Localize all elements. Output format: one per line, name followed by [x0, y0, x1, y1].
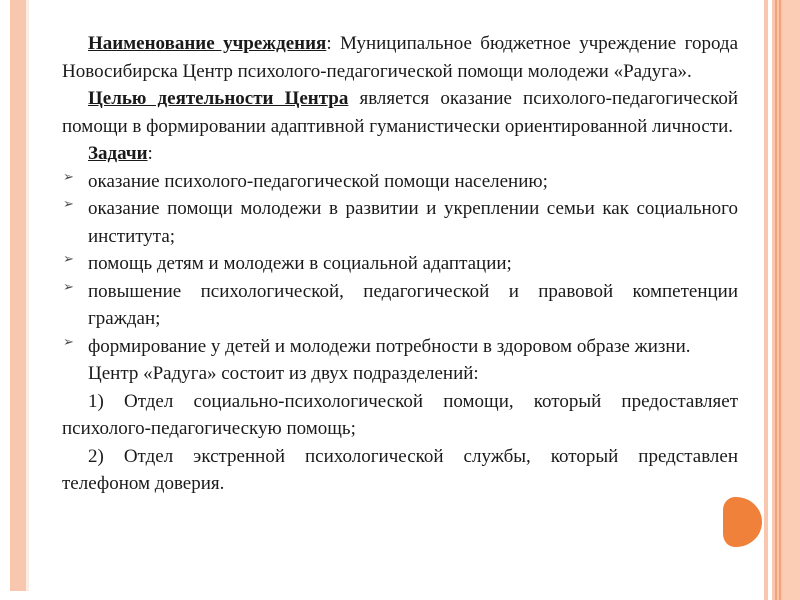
arrow-bullet-icon: ➢ — [63, 334, 74, 350]
paragraph-department-2: 2) Отдел экстренной психологической службы, который представлен телефоном доверия. — [62, 445, 738, 494]
arrow-bullet-icon: ➢ — [63, 279, 74, 295]
list-item — [62, 168, 738, 196]
list-item — [62, 278, 738, 333]
institution-name-text: Муниципальное бюджетное учреждение города Новосибирска Центр психолого-педагогической помощи молодежи «Радуга». — [62, 33, 739, 82]
slide-text-block — [62, 30, 738, 498]
list-item — [62, 333, 738, 361]
paragraph-departments-intro: Центр «Радуга» состоит из двух подразделений: — [88, 363, 479, 384]
arrow-bullet-icon: ➢ — [63, 169, 74, 185]
task-text: формирование у детей и молодежи потребности в здоровом образе жизни. — [88, 335, 691, 357]
separator — [348, 88, 359, 109]
separator: : — [147, 143, 153, 164]
arrow-bullet-icon: ➢ — [63, 197, 74, 212]
paragraph-department-1: 1) Отдел социально-психологической помощи, который предоставляет психолого-педагогическую помощь; — [62, 390, 738, 439]
task-text: помощь детям и молодежи в социальной адаптации; — [88, 253, 512, 274]
list-item — [62, 250, 738, 278]
task-text: повышение психологической, педагогической и правовой компетенции граждан; — [88, 280, 738, 329]
right-border-stripes — [764, 0, 800, 600]
accent-circle-shape — [723, 497, 762, 547]
tasks-heading-label: Задачи — [88, 143, 148, 164]
task-text: оказание психолого-педагогической помощи населению; — [88, 170, 548, 192]
left-border-stripe — [10, 0, 29, 591]
tasks-list — [62, 168, 738, 361]
arrow-bullet-icon: ➢ — [63, 252, 74, 267]
institution-name-label: Наименование учреждения — [88, 33, 327, 54]
center-goal-label: Целью деятельности Центра — [88, 88, 349, 109]
separator: : — [326, 33, 341, 54]
list-item — [62, 195, 738, 250]
task-text: оказание помощи молодежи в развитии и укреплении семьи как социального института; — [88, 198, 738, 247]
paragraph-center-goal — [62, 85, 738, 140]
paragraph-institution-name — [62, 30, 738, 85]
tasks-heading — [62, 140, 738, 168]
center-goal-text: является оказание психолого-педагогической помощи в формировании адаптивной гуманистически ориентированной личности. — [62, 88, 739, 137]
